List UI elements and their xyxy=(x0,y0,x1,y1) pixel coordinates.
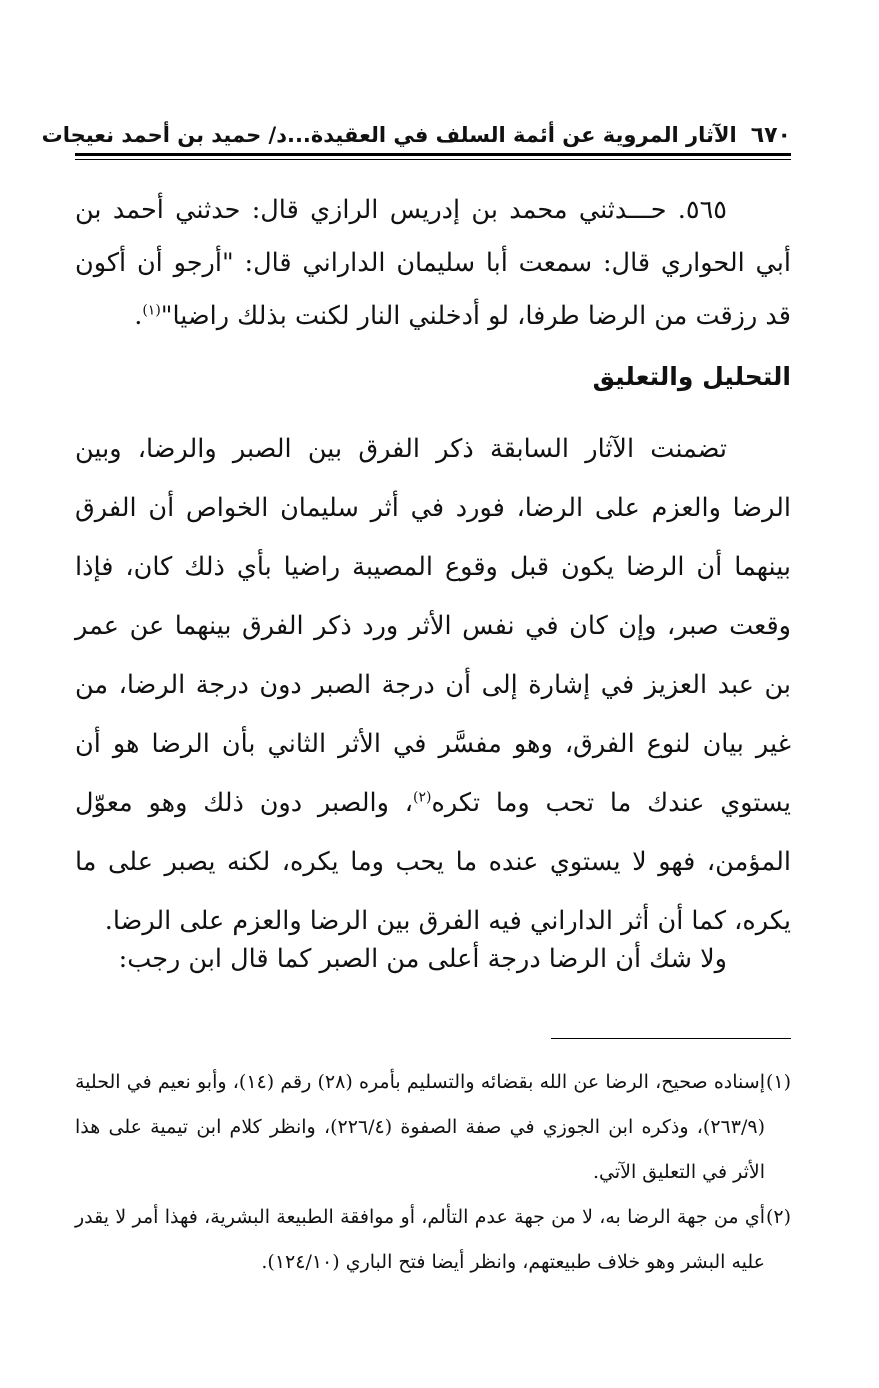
page-number: ٦٧٠ xyxy=(750,122,791,148)
analysis-text-part1: تضمنت الآثار السابقة ذكر الفرق بين الصبر والرضا، وبين الرضا والعزم على الرضا، فورد في أثر سليمان الخواص أن الفرق بينهما أن الرضا يكون قبل وقوع المصيبة راضيا بأي ذلك كان، فإذا وقعت صبر، وإن كان في نفس الأثر ورد ذكر الفرق بينهما عن عمر بن عبد العزيز في إشارة إلى أن درجة الصبر دون درجة الرضا، من غير بيان لنوع الفرق، وهو مفسَّر في الأثر الثاني بأن الرضا هو أن يستوي عندك ما تحب وما تكره xyxy=(75,434,791,818)
footnotes xyxy=(75,1060,791,1285)
narration-end: . xyxy=(134,301,143,331)
footnote-ref-1[interactable]: (١) xyxy=(142,302,161,319)
footnote-ref-2[interactable]: (٢) xyxy=(413,789,432,806)
running-header xyxy=(41,118,791,152)
footnote-1 xyxy=(75,1060,791,1195)
footnote-label-2: (٢) xyxy=(765,1206,791,1228)
footnote-separator xyxy=(551,1038,791,1039)
footnote-text-1: إسناده صحيح، الرضا عن الله بقضائه والتسليم بأمره (٢٨) رقم (١٤)، وأبو نعيم في الحلية (٢٦٣/٩)، وذكره ابن الجوزي في صفة الصفوة (٢٢٦/٤)، وانظر كلام ابن تيمية على هذا الأثر في التعليق الآتي. xyxy=(75,1071,765,1183)
narration-paragraph xyxy=(75,184,791,343)
section-heading: التحليل والتعليق xyxy=(592,362,791,391)
book-page xyxy=(41,0,791,1388)
footnote-text-2: أي من جهة الرضا به، لا من جهة عدم التألم، أو موافقة الطبيعة البشرية، فهذا أمر لا يقدر عليه البشر وهو خلاف طبيعتهم، وانظر أيضا فتح الباري (١٢٤/١٠). xyxy=(75,1206,765,1273)
narration-text: ٥٦٥. حـــدثني محمد بن إدريس الرازي قال: حدثني أحمد بن أبي الحواري قال: سمعت أبا سليمان الداراني قال: "أرجو أن أكون قد رزقت من الرضا طرفا، لو أدخلني النار لكنت بذلك راضيا" xyxy=(75,195,791,331)
analysis-text-part2: ، والصبر دون ذلك وهو معوّل المؤمن، فهو لا يستوي عنده ما يحب وما يكره، لكنه يصبر على ما يكره، كما أن أثر الداراني فيه الفرق بين الرضا والعزم على الرضا. xyxy=(75,788,791,936)
running-header-title: الآثار المروية عن أئمة السلف في العقيدة...د/ حميد بن أحمد نعيجات xyxy=(41,123,737,147)
footnote-label-1: (١) xyxy=(765,1071,791,1093)
header-rule-thick xyxy=(75,153,791,156)
header-rule-thin xyxy=(75,159,791,160)
closing-paragraph: ولا شك أن الرضا درجة أعلى من الصبر كما قال ابن رجب: xyxy=(118,944,727,974)
footnote-2 xyxy=(75,1195,791,1285)
analysis-paragraph xyxy=(75,420,791,951)
